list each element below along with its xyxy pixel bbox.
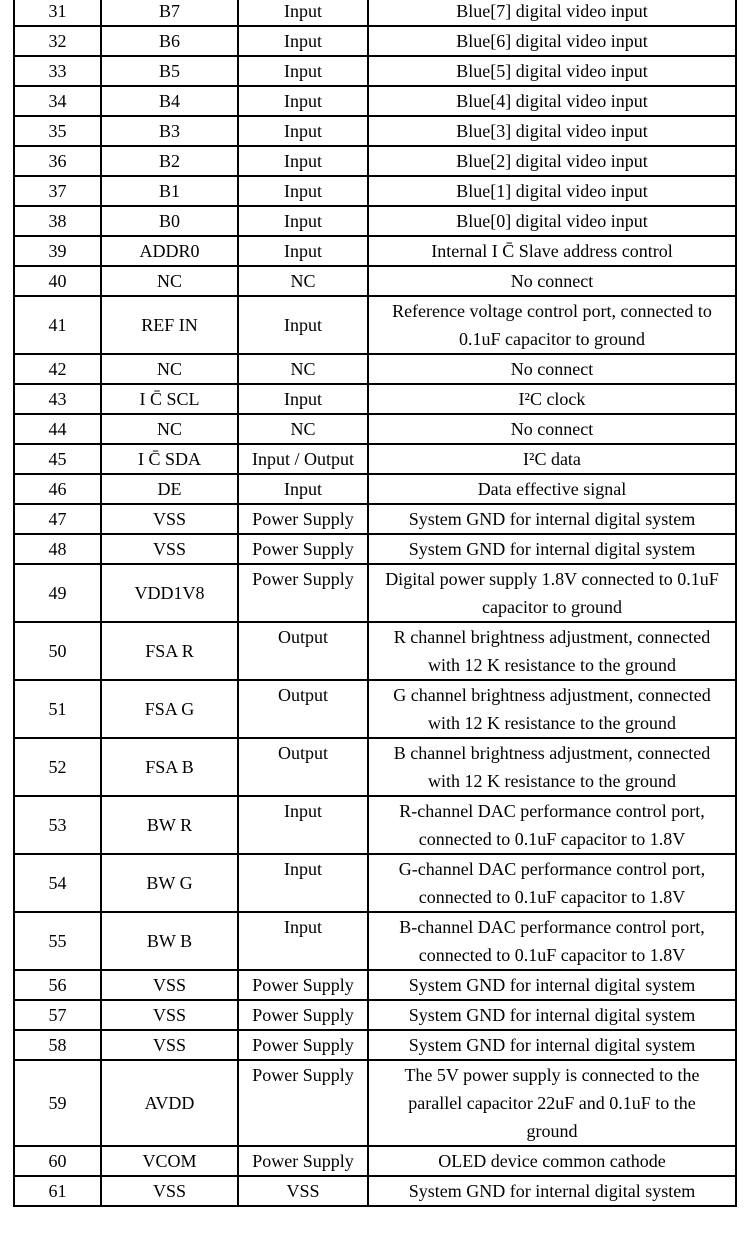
pin-number-cell: 41 xyxy=(14,296,101,354)
pin-description-cell xyxy=(368,1176,736,1206)
pin-number-cell: 36 xyxy=(14,146,101,176)
description-line: 0.1uF capacitor to ground xyxy=(459,329,645,349)
pin-name-cell: B3 xyxy=(101,116,238,146)
pin-description-cell xyxy=(368,1000,736,1030)
description-line: Blue[5] digital video input xyxy=(456,61,648,81)
pin-description-cell xyxy=(368,444,736,474)
pin-number-cell: 57 xyxy=(14,1000,101,1030)
pin-name-cell: DE xyxy=(101,474,238,504)
pin-type-cell: Input xyxy=(238,474,368,504)
pin-name-cell: FSA B xyxy=(101,738,238,796)
pin-description-cell xyxy=(368,504,736,534)
description-line: R channel brightness adjustment, connected xyxy=(393,627,711,647)
table-row xyxy=(14,1030,736,1060)
pin-description-cell xyxy=(368,564,736,622)
pin-name-cell: VSS xyxy=(101,1176,238,1206)
description-line: Blue[4] digital video input xyxy=(456,91,648,111)
pin-name-cell: AVDD xyxy=(101,1060,238,1146)
description-line: with 12 K resistance to the ground xyxy=(428,713,676,733)
description-line: Data effective signal xyxy=(477,479,627,499)
description-line: Digital power supply 1.8V connected to 0.1uF xyxy=(385,569,719,589)
pin-number-cell: 34 xyxy=(14,86,101,116)
description-line: No connect xyxy=(510,419,594,439)
pin-type-cell: Power Supply xyxy=(238,564,368,622)
pin-number-cell: 35 xyxy=(14,116,101,146)
pin-description-cell xyxy=(368,26,736,56)
pin-type-cell: Power Supply xyxy=(238,504,368,534)
table-row xyxy=(14,1060,736,1146)
description-line: capacitor to ground xyxy=(482,597,622,617)
table-row xyxy=(14,206,736,236)
description-line: ground xyxy=(526,1121,578,1141)
pin-number-cell: 52 xyxy=(14,738,101,796)
pin-description-cell xyxy=(368,266,736,296)
description-line: Reference voltage control port, connected to xyxy=(392,301,712,321)
description-line: System GND for internal digital system xyxy=(408,1181,696,1201)
table-row xyxy=(14,444,736,474)
description-line: System GND for internal digital system xyxy=(408,509,696,529)
table-row xyxy=(14,504,736,534)
pin-type-cell: Power Supply xyxy=(238,1060,368,1146)
pin-type-cell: Input xyxy=(238,86,368,116)
pin-number-cell: 53 xyxy=(14,796,101,854)
pin-name-cell: I C̄ SDA xyxy=(101,444,238,474)
table-row xyxy=(14,146,736,176)
pin-name-cell: B1 xyxy=(101,176,238,206)
pin-name-cell: NC xyxy=(101,266,238,296)
description-line: connected to 0.1uF capacitor to 1.8V xyxy=(418,887,686,907)
pin-description-cell xyxy=(368,680,736,738)
pin-description-cell xyxy=(368,86,736,116)
table-row xyxy=(14,474,736,504)
pin-number-cell: 40 xyxy=(14,266,101,296)
pin-type-cell: Input xyxy=(238,56,368,86)
table-row xyxy=(14,738,736,796)
description-line: B-channel DAC performance control port, xyxy=(399,917,705,937)
pin-type-cell: Input xyxy=(238,206,368,236)
pin-description-cell xyxy=(368,622,736,680)
pin-name-cell: VCOM xyxy=(101,1146,238,1176)
pin-description-cell xyxy=(368,474,736,504)
pin-name-cell: VDD1V8 xyxy=(101,564,238,622)
pin-description-cell xyxy=(368,738,736,796)
pin-name-cell: NC xyxy=(101,414,238,444)
table-row xyxy=(14,86,736,116)
pin-number-cell: 39 xyxy=(14,236,101,266)
pin-type-cell: Output xyxy=(238,680,368,738)
pin-description-cell xyxy=(368,176,736,206)
pin-type-cell: Input xyxy=(238,912,368,970)
description-line: No connect xyxy=(510,271,594,291)
description-line: parallel capacitor 22uF and 0.1uF to the xyxy=(408,1093,696,1113)
pin-name-cell: BW B xyxy=(101,912,238,970)
description-line: Blue[2] digital video input xyxy=(456,151,648,171)
pin-type-cell: Input / Output xyxy=(238,444,368,474)
pin-name-cell: B5 xyxy=(101,56,238,86)
description-line: No connect xyxy=(510,359,594,379)
table-row xyxy=(14,26,736,56)
pin-type-cell: Input xyxy=(238,796,368,854)
description-line: connected to 0.1uF capacitor to 1.8V xyxy=(418,829,686,849)
pin-description-cell xyxy=(368,206,736,236)
description-line: G-channel DAC performance control port, xyxy=(398,859,706,879)
pin-description-cell xyxy=(368,414,736,444)
pin-type-cell: NC xyxy=(238,414,368,444)
pin-description-cell xyxy=(368,1060,736,1146)
table-row xyxy=(14,564,736,622)
pin-description-cell xyxy=(368,970,736,1000)
pin-name-cell: VSS xyxy=(101,1000,238,1030)
description-line: I²C clock xyxy=(518,389,586,409)
table-row xyxy=(14,1176,736,1206)
description-line: System GND for internal digital system xyxy=(408,1005,696,1025)
description-line: I²C data xyxy=(523,449,581,469)
pin-name-cell: B6 xyxy=(101,26,238,56)
table-row xyxy=(14,1146,736,1176)
pin-number-cell: 44 xyxy=(14,414,101,444)
pin-description-cell xyxy=(368,0,736,26)
pin-type-cell: Input xyxy=(238,236,368,266)
pin-description-cell xyxy=(368,384,736,414)
pin-type-cell: Power Supply xyxy=(238,1146,368,1176)
pin-type-cell: Input xyxy=(238,854,368,912)
pin-type-cell: Input xyxy=(238,26,368,56)
pin-number-cell: 32 xyxy=(14,26,101,56)
pin-number-cell: 37 xyxy=(14,176,101,206)
table-row xyxy=(14,854,736,912)
pin-number-cell: 31 xyxy=(14,0,101,26)
pin-name-cell: VSS xyxy=(101,504,238,534)
pin-name-cell: VSS xyxy=(101,534,238,564)
description-line: connected to 0.1uF capacitor to 1.8V xyxy=(418,945,686,965)
pin-number-cell: 58 xyxy=(14,1030,101,1060)
pin-number-cell: 60 xyxy=(14,1146,101,1176)
description-line: B channel brightness adjustment, connected xyxy=(393,743,711,763)
pin-number-cell: 47 xyxy=(14,504,101,534)
pin-type-cell: Power Supply xyxy=(238,534,368,564)
table-row xyxy=(14,384,736,414)
description-line: System GND for internal digital system xyxy=(408,539,696,559)
pin-type-cell: NC xyxy=(238,266,368,296)
pin-type-cell: Input xyxy=(238,116,368,146)
table-row xyxy=(14,534,736,564)
description-line: Internal I C̄ Slave address control xyxy=(431,241,673,261)
pin-description-cell xyxy=(368,1146,736,1176)
pin-name-cell: VSS xyxy=(101,1030,238,1060)
pin-table-body xyxy=(14,0,736,1206)
pin-description-cell xyxy=(368,296,736,354)
pin-name-cell: B2 xyxy=(101,146,238,176)
pin-name-cell: REF IN xyxy=(101,296,238,354)
table-row xyxy=(14,296,736,354)
pin-description-cell xyxy=(368,354,736,384)
pin-number-cell: 51 xyxy=(14,680,101,738)
pin-description-table xyxy=(13,0,737,1207)
description-line: System GND for internal digital system xyxy=(408,975,696,995)
pin-description-cell xyxy=(368,236,736,266)
table-row xyxy=(14,622,736,680)
pin-number-cell: 56 xyxy=(14,970,101,1000)
pin-description-cell xyxy=(368,912,736,970)
pin-type-cell: Input xyxy=(238,176,368,206)
pin-number-cell: 50 xyxy=(14,622,101,680)
pin-description-cell xyxy=(368,854,736,912)
pin-number-cell: 46 xyxy=(14,474,101,504)
pin-number-cell: 45 xyxy=(14,444,101,474)
pin-number-cell: 61 xyxy=(14,1176,101,1206)
table-row xyxy=(14,912,736,970)
description-line: R-channel DAC performance control port, xyxy=(399,801,705,821)
pin-description-cell xyxy=(368,146,736,176)
description-line: The 5V power supply is connected to the xyxy=(404,1065,700,1085)
pin-name-cell: VSS xyxy=(101,970,238,1000)
table-row xyxy=(14,796,736,854)
pin-type-cell: Input xyxy=(238,296,368,354)
pin-type-cell: Input xyxy=(238,0,368,26)
description-line: Blue[1] digital video input xyxy=(456,181,648,201)
pin-type-cell: VSS xyxy=(238,1176,368,1206)
description-line: with 12 K resistance to the ground xyxy=(428,655,676,675)
table-row xyxy=(14,116,736,146)
description-line: Blue[3] digital video input xyxy=(456,121,648,141)
pin-name-cell: NC xyxy=(101,354,238,384)
pin-type-cell: Output xyxy=(238,738,368,796)
pin-name-cell: B7 xyxy=(101,0,238,26)
description-line: OLED device common cathode xyxy=(438,1151,666,1171)
pin-description-cell xyxy=(368,534,736,564)
pin-number-cell: 54 xyxy=(14,854,101,912)
pin-type-cell: Output xyxy=(238,622,368,680)
description-line: Blue[6] digital video input xyxy=(456,31,648,51)
description-line: with 12 K resistance to the ground xyxy=(428,771,676,791)
table-row xyxy=(14,266,736,296)
table-row xyxy=(14,56,736,86)
pin-number-cell: 48 xyxy=(14,534,101,564)
pin-name-cell: BW G xyxy=(101,854,238,912)
pin-type-cell: Input xyxy=(238,384,368,414)
table-row xyxy=(14,0,736,26)
pin-name-cell: FSA R xyxy=(101,622,238,680)
pin-type-cell: Power Supply xyxy=(238,1030,368,1060)
pin-number-cell: 49 xyxy=(14,564,101,622)
table-row xyxy=(14,970,736,1000)
table-row xyxy=(14,414,736,444)
pin-description-cell xyxy=(368,56,736,86)
description-line: Blue[7] digital video input xyxy=(456,1,648,21)
description-line: Blue[0] digital video input xyxy=(456,211,648,231)
pin-number-cell: 59 xyxy=(14,1060,101,1146)
pin-description-cell xyxy=(368,1030,736,1060)
pin-number-cell: 38 xyxy=(14,206,101,236)
pin-number-cell: 33 xyxy=(14,56,101,86)
pin-type-cell: Power Supply xyxy=(238,970,368,1000)
pin-type-cell: NC xyxy=(238,354,368,384)
description-line: G channel brightness adjustment, connected xyxy=(393,685,711,705)
pin-name-cell: I C̄ SCL xyxy=(101,384,238,414)
pin-type-cell: Power Supply xyxy=(238,1000,368,1030)
pin-number-cell: 43 xyxy=(14,384,101,414)
table-row xyxy=(14,1000,736,1030)
table-row xyxy=(14,680,736,738)
pin-number-cell: 55 xyxy=(14,912,101,970)
pin-name-cell: B0 xyxy=(101,206,238,236)
pin-type-cell: Input xyxy=(238,146,368,176)
pin-number-cell: 42 xyxy=(14,354,101,384)
description-line: System GND for internal digital system xyxy=(408,1035,696,1055)
pin-description-cell xyxy=(368,796,736,854)
pin-name-cell: ADDR0 xyxy=(101,236,238,266)
table-row xyxy=(14,176,736,206)
pin-description-cell xyxy=(368,116,736,146)
table-row xyxy=(14,354,736,384)
table-row xyxy=(14,236,736,266)
pin-name-cell: FSA G xyxy=(101,680,238,738)
pin-name-cell: B4 xyxy=(101,86,238,116)
pin-name-cell: BW R xyxy=(101,796,238,854)
